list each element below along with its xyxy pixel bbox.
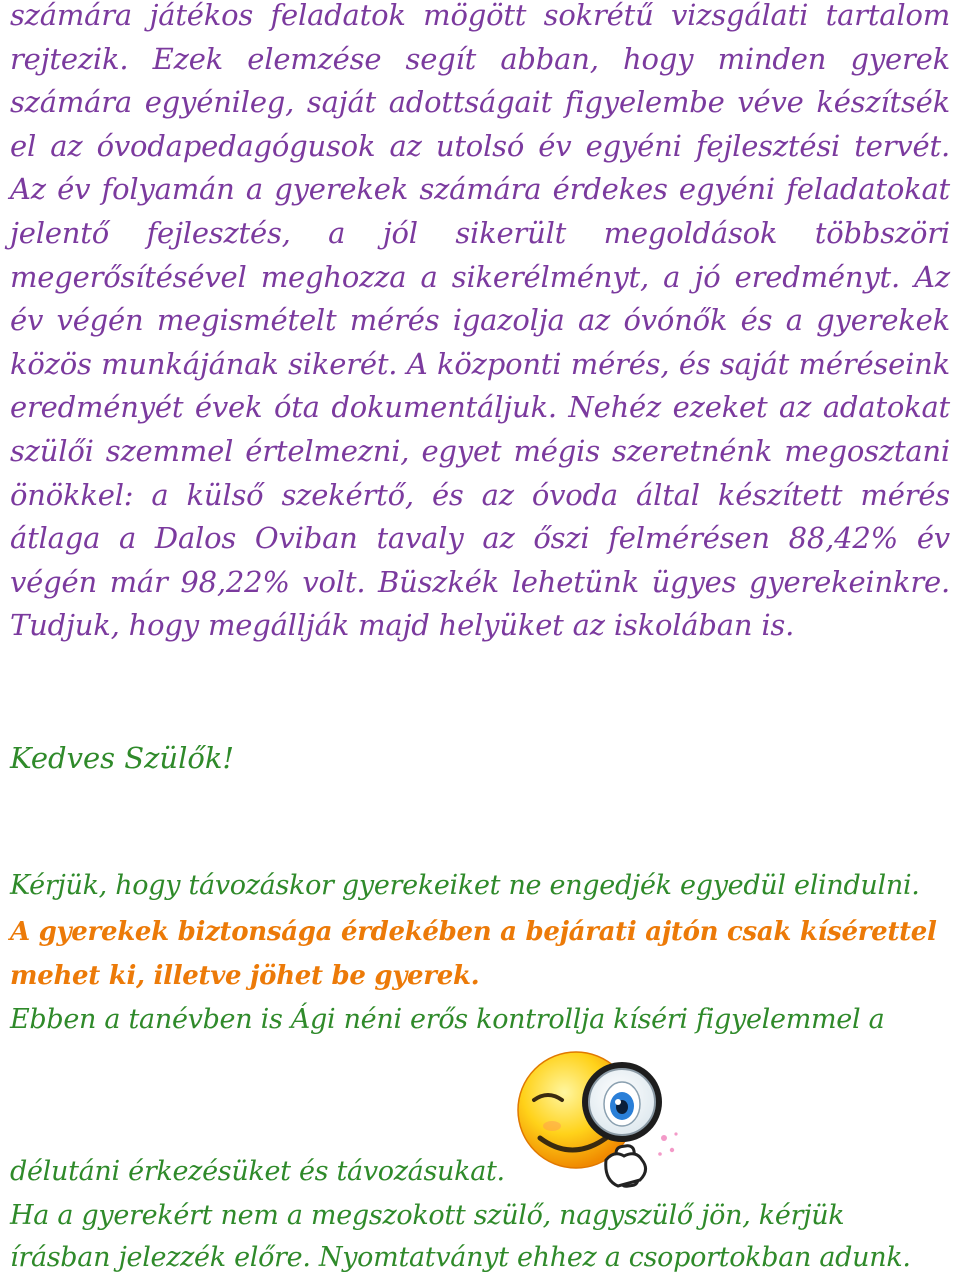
- notice-line-1: Kérjük, hogy távozáskor gyerekeiket ne engedjék egyedül elindulni.: [10, 870, 920, 901]
- notice-line-6: Ha a gyerekért nem a megszokott szülő, nagyszülő jön, kérjük: [10, 1200, 845, 1231]
- notice-line-4: Ebben a tanévben is Ági néni erős kontrollja kíséri figyelemmel a: [10, 1004, 885, 1035]
- notice-line-7: írásban jelezzék előre. Nyomtatványt ehhez a csoportokban adunk.: [10, 1242, 911, 1273]
- greeting-heading: Kedves Szülők!: [10, 741, 235, 775]
- notice-line-5: délutáni érkezésüket és távozásukat.: [10, 1156, 505, 1187]
- body-paragraph: számára játékos feladatok mögött sokrétű vizsgálati tartalom rejtezik. Ezek elemzése segít abban, hogy minden gyerek számára egyénileg, saját adottságait figyelembe véve készítsék el az óvodapedagógusok az utolsó év egyéni fejlesztési tervét. Az év folyamán a gyerekek számára érdekes egyéni feladatokat jelentő fejlesztés, a jól sikerült megoldások többszöri megerősítésével meghozza a sikerélményt, a jó eredményt. Az év végén megismételt mérés igazolja az óvónők és a gyerekek közös munkájának sikerét. A központi mérés, és saját méréseink eredményét évek óta dokumentáljuk. Nehéz ezeket az adatokat szülői szemmel értelmezni, egyet mégis szeretnénk megosztani önökkel: a külső szekértő, és az óvoda által készített mérés átlaga a Dalos Oviban tavaly az őszi felmérésen 88,42% év végén már 98,22% volt. Büszkék lehetünk ügyes gyerekeinkre. Tudjuk, hogy megállják majd helyüket az iskolában is.: [10, 0, 950, 643]
- notice-line-2-warning: A gyerekek biztonsága érdekében a bejárati ajtón csak kísérettel: [10, 917, 937, 947]
- notice-line-3-warning: mehet ki, illetve jöhet be gyerek.: [10, 961, 480, 991]
